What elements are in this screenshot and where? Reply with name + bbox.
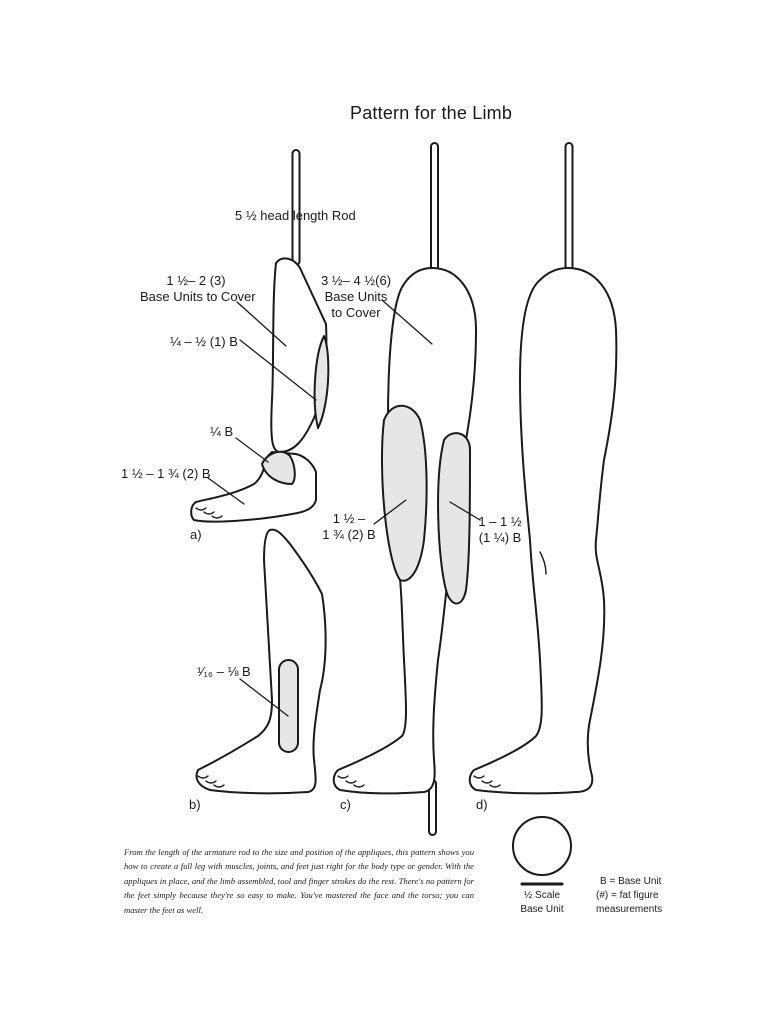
scale-legend [512,889,572,917]
scale-legend-line1: ½ Scale [523,890,561,901]
scale-legend-line2: Base Unit [520,904,564,915]
thigh-c-label [318,273,394,321]
thigh-a-label [140,273,256,305]
thigh-c-label-line3: to Cover [331,305,381,320]
foot-a-label: 1 ½ – 1 ¾ (2) B [121,466,211,481]
ankle-a-label: ¼ B [210,424,234,439]
rod-label: 5 ½ head length Rod [235,208,356,223]
base-unit-definition: B = Base Unit [600,876,662,887]
page-title: Pattern for the Limb [350,103,513,123]
thigh-c-label-line2: Base Units [324,289,388,304]
thigh-c-label-line1: 3 ½– 4 ½(6) [320,273,392,288]
thigh-a-label-line1: 1 ½– 2 (3) [166,273,226,288]
fat-figure-legend-line1: (#) = fat figure [596,890,659,901]
shin-applique-b [279,660,298,752]
shin-b-label: ¹⁄₁₆ – ⅛ B [197,664,251,679]
outer-calf-applique-c [382,406,427,581]
thigh-a-label-line2: Base Units to Cover [140,289,256,304]
figure-a-label: a) [190,527,202,542]
armature-rod-c-top [431,143,438,271]
base-unit-circle [513,817,571,875]
figure-b-drawing [197,530,326,794]
calf-c-right-label [476,514,524,546]
calf-c-left-label-line1: 1 ½ – [332,511,366,526]
calf-c-left-label-line2: 1 ¾ (2) B [322,527,376,542]
calf-a-label: ¼ – ½ (1) B [170,334,238,349]
calf-c-right-label-line1: 1 – 1 ½ [478,514,522,529]
fat-figure-legend-line2: measurements [596,904,663,915]
figure-c-drawing [334,143,476,835]
figure-d-label: d) [476,797,488,812]
figure-d-drawing [470,143,617,793]
foot-a [191,452,316,522]
figure-caption: From the length of the armature rod to the size and position of the appliques, this pattern shows you how to create a full leg with muscles, joints, and feet just right for the body type or gender. With the appliques in place, and the limb assembled, tool and finger strokes do the rest. There's no pattern for the feet simply because they're so easy to make. You've mastered the face and the torso; you can master the feet as well. [124,847,474,915]
figure-c-label: c) [340,797,351,812]
leg-b [197,530,326,794]
calf-c-left-label [318,511,380,543]
armature-rod-d [566,143,573,271]
inner-calf-applique-c [438,433,470,603]
units-legend [596,875,676,917]
calf-c-right-label-line2: (1 ¼) B [478,530,522,545]
figure-b-label: b) [189,797,201,812]
